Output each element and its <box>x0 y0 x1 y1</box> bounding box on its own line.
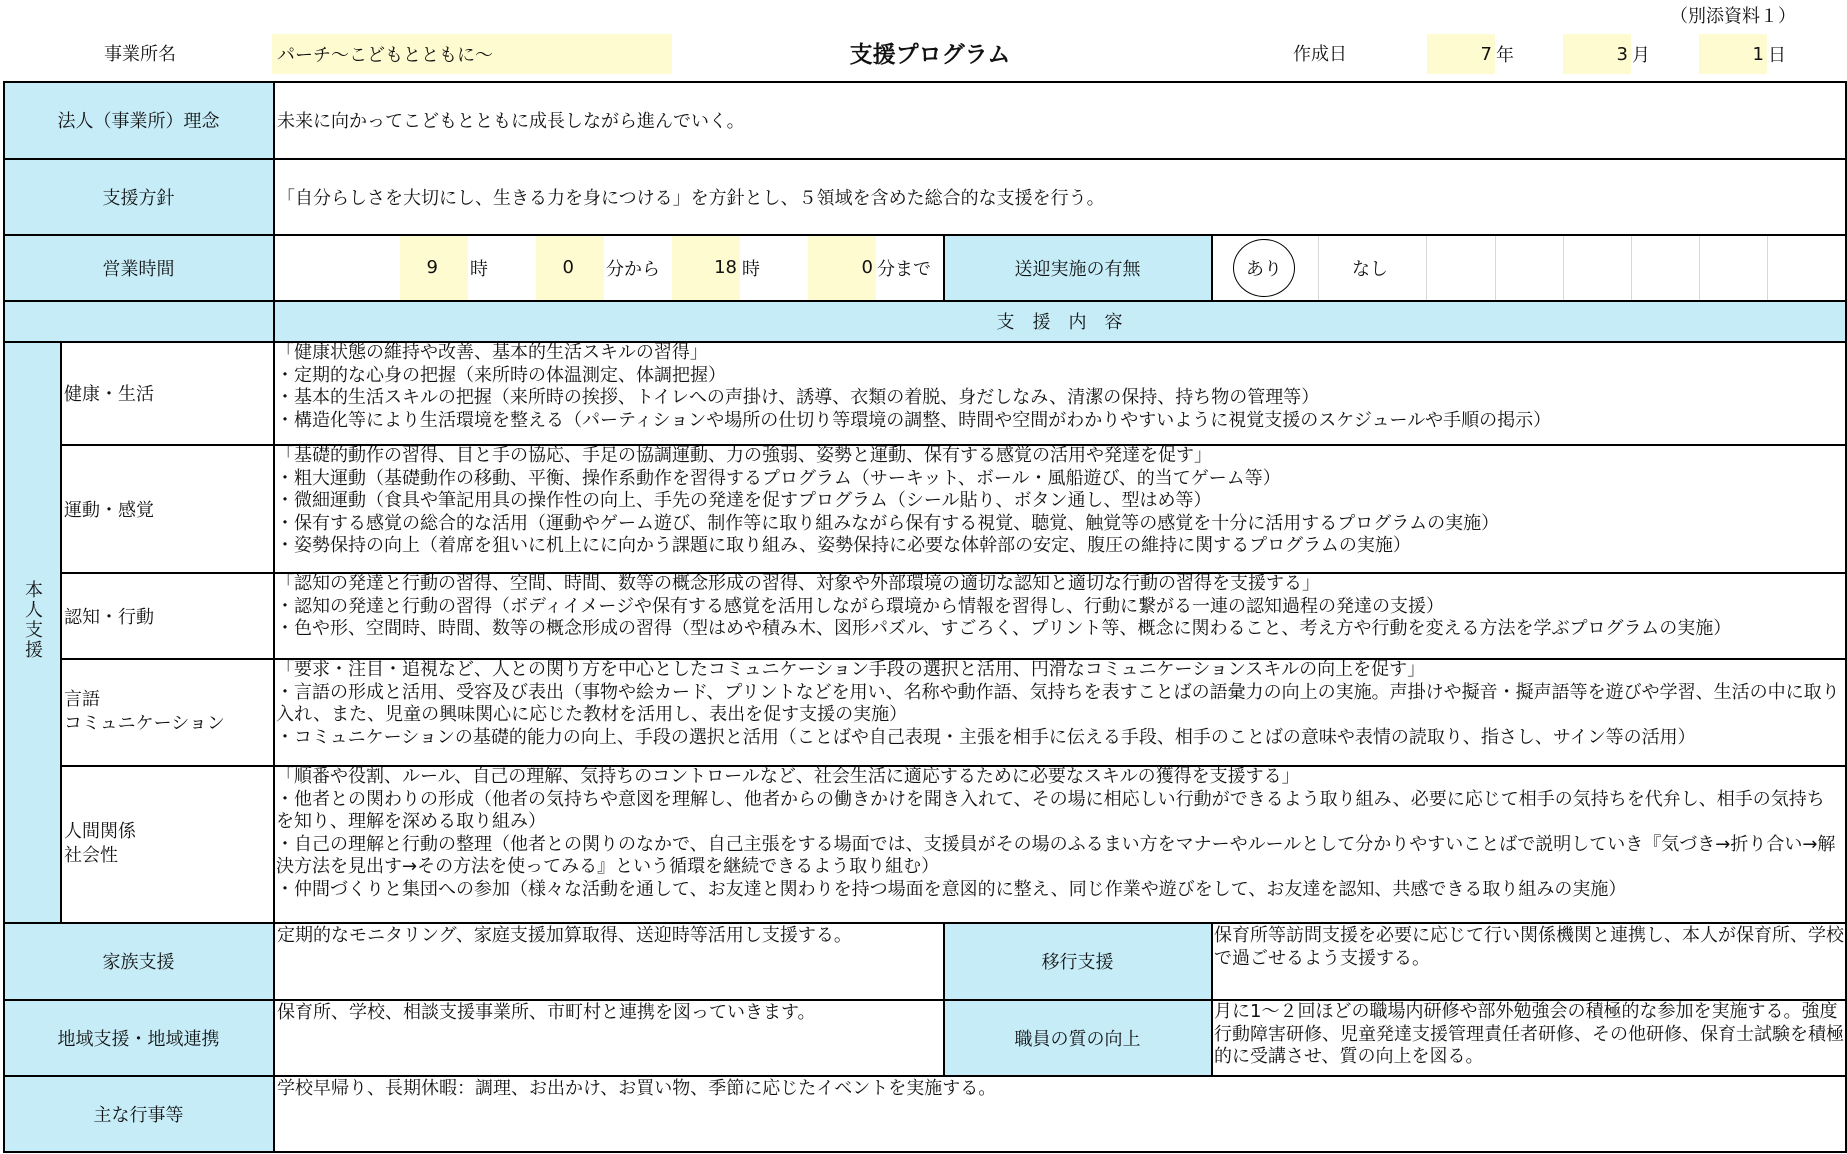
transport-label: 送迎実施の有無 <box>944 235 1211 300</box>
office-name[interactable] <box>272 34 672 74</box>
domain-social-text: 「順番や役割、ルール、自己の理解、気持ちのコントロールなど、社会生活に適応するために必要なスキルの獲得を支援する」 ・他者との関わりの形成（他者の気持ちや意図を理解し、他者からの働きかけを聞き入れて、その場に相応しい行動ができるよう取り組み、必要に応じて相手の気持ちを代弁し、相手の気持ちを知り、理解を深める取り組み） ・自己の理解と行動の整理（他者との関りのなかで、自己主張をする場面では、支援員がその場のふるまい方をマナーやルールとして分かりやすいことばで説明していき『気づき→折り合い→解決方法を見出す→その方法を使ってみる』という循環を継続できるよう取り組む） ・仲間づくりと集団への参加（様々な活動を通して、お友達と関わりを持つ場面を意図的に整え、同じ作業や遊びをして、お友達を認知、共感できる取り組みの実施） <box>276 766 1836 900</box>
domain-social-label: 人間関係 社会性 <box>64 821 136 866</box>
border-line <box>943 234 945 301</box>
year-input[interactable] <box>1427 34 1495 74</box>
domain-cognition-label: 認知・行動 <box>64 606 154 628</box>
domain-motor-text: 「基礎的動作の習得、目と手の協応、手足の協調運動、力の強弱、姿勢と運動、保有する感覚の活用や発達を促す」 ・粗大運動（基礎動作の移動、平衡、操作系動作を習得するプログラム（サーキット、ボール・風船遊び、的当てゲーム等） ・微細運動（食具や筆記用具の操作性の向上、手先の発達を促すプログラム（シール貼り、ボタン通し、型はめ等） ・保有する感覚の総合的な活用（運動やゲーム遊び、制作等に取り組みながら保有する視覚、聴覚、触覚等の感覚を十分に活用するプログラムの実施） ・姿勢保持の向上（着席を狙いに机上にに向かう課題に取り組み、姿勢保持に必要な体幹部の安定、腹圧の維持に関するプログラムの実施） <box>276 445 1500 556</box>
transport-no-option[interactable]: なし <box>1352 258 1388 280</box>
day-unit: 日 <box>1768 45 1786 66</box>
self-support-label-text: 本人支援 <box>22 580 43 660</box>
office-name-value: パーチ〜こどもとともに〜 <box>277 45 493 66</box>
border-line <box>3 158 1847 160</box>
border-line <box>1845 81 1847 1153</box>
gridline <box>1426 236 1427 300</box>
border-line <box>3 1151 1847 1153</box>
gridline <box>1699 236 1700 300</box>
support-content-header: 支 援 内 容 <box>274 301 1845 341</box>
support-content-header-bg-left <box>4 301 273 341</box>
end-min-value: 0 <box>861 257 873 278</box>
philosophy-label: 法人（事業所）理念 <box>4 82 273 158</box>
month-unit: 月 <box>1632 45 1650 66</box>
border-line <box>60 444 1847 446</box>
month-input[interactable] <box>1563 34 1631 74</box>
community-support-label: 地域支援・地域連携 <box>4 1000 273 1075</box>
gridline <box>1318 236 1319 300</box>
domain-language-text: 「要求・注目・追視など、人との関り方を中心としたコミュニケーション手段の選択と活用、円滑なコミュニケーションスキルの向上を促す」 ・言語の形成と活用、受容及び表出（事物や絵カード、プリントなどを用い、名称や動作語、気持ちを表すことばの語彙力の向上の実施。声掛けや擬音・擬声語等を遊びや学習、生活の中に取り入れ、また、児童の興味関心に応じた教材を活用し、表出を促す支援の実施） ・コミュニケーションの基礎的能力の向上、手段の選択と活用（ことばや自己表現・主張を相手に伝える手段、相手のことばの意味や表情の読取り、指さし、サイン等の活用） <box>276 659 1840 748</box>
end-hour-value: 18 <box>714 257 737 278</box>
domain-motor-label: 運動・感覚 <box>64 499 154 521</box>
start-hour-input[interactable] <box>400 235 468 300</box>
start-min-value: 0 <box>562 257 574 278</box>
transition-support-text: 保育所等訪問支援を必要に応じて行い関係機関と連携し、本人が保育所、学校で過ごせるよう支援する。 <box>1214 925 1844 969</box>
year-unit: 年 <box>1496 45 1514 66</box>
domain-health-text: 「健康状態の維持や改善、基本的生活スキルの習得」 ・定期的な心身の把握（来所時の体温測定、体調把握） ・基本的生活スキルの把握（来所時の挨拶、トイレへの声掛け、誘導、衣類の着脱、身だしなみ、清潔の保持、持ち物の管理等） ・構造化等により生活環境を整える（パーティションや場所の仕切り等環境の調整、時間や空間がわかりやすいように視覚支援のスケジュールや手順の掲示） <box>276 342 1552 431</box>
border-line <box>3 234 1847 236</box>
day-input[interactable] <box>1699 34 1767 74</box>
day-value: 1 <box>1752 43 1764 65</box>
domain-cognition-text: 「認知の発達と行動の習得、空間、時間、数等の概念形成の習得、対象や外部環境の適切な認知と適切な行動の習得を支援する」 ・認知の発達と行動の習得（ボディイメージや保有する感覚を活用しながら環境から情報を習得し、行動に繋がる一連の認知過程の発達の支援） ・色や形、空間時、時間、数等の概念形成の習得（型はめや積み木、図形パズル、すごろく、プリント等、概念に関わること、考え方や行動を変える方法を学ぶプログラムの実施） <box>276 573 1732 639</box>
events-label: 主な行事等 <box>4 1076 273 1152</box>
attachment-note: （別添資料１） <box>1670 6 1796 27</box>
month-value: 3 <box>1616 43 1628 65</box>
gridline <box>1563 236 1564 300</box>
hours-label: 営業時間 <box>4 235 273 300</box>
staff-quality-text: 月に1〜２回ほどの職場内研修や部外勉強会の積極的な参加を実施する。強度行動障害研修、児童発達支援管理責任者研修、その他研修、保育士試験を積極的に受講させ、質の向上を図る。 <box>1214 1001 1844 1067</box>
end-min-input[interactable] <box>808 235 876 300</box>
border-line <box>60 658 1847 660</box>
border-line <box>1211 922 1213 1076</box>
start-min-input[interactable] <box>536 235 604 300</box>
policy-label: 支援方針 <box>4 159 273 234</box>
border-line <box>3 341 1847 343</box>
gridline <box>1495 236 1496 300</box>
created-date-label: 作成日 <box>1293 44 1347 65</box>
staff-quality-label: 職員の質の向上 <box>944 1000 1211 1075</box>
gridline <box>1767 236 1768 300</box>
border-line <box>3 300 1847 302</box>
page-title: 支援プログラム <box>849 41 1011 68</box>
border-line <box>3 1075 1847 1077</box>
events-text: 学校早帰り、長期休暇：調理、お出かけ、お買い物、季節に応じたイベントを実施する。 <box>277 1078 997 1099</box>
border-line <box>60 572 1847 574</box>
transport-yes-option[interactable]: あり <box>1233 239 1295 297</box>
border-line <box>60 341 62 923</box>
start-hour-value: 9 <box>426 257 438 278</box>
border-line <box>3 922 1847 924</box>
border-line <box>3 999 1847 1001</box>
border-line <box>273 81 275 1153</box>
border-line <box>1211 234 1213 301</box>
domain-health-label: 健康・生活 <box>64 384 154 405</box>
border-line <box>60 765 1847 767</box>
philosophy-text: 未来に向かってこどもとともに成長しながら進んでいく。 <box>277 111 745 132</box>
policy-text: 「自分らしさを大切にし、生きる力を身につける」を方針とし、５領域を含めた総合的な支援を行う。 <box>277 187 1105 209</box>
office-label: 事業所名 <box>104 44 176 65</box>
from-label: 分から <box>606 258 660 280</box>
year-value: 7 <box>1480 43 1492 65</box>
domain-language-label: 言語 コミュニケーション <box>64 689 225 734</box>
end-hour-input[interactable] <box>672 235 740 300</box>
until-label: 分まで <box>877 258 931 280</box>
end-hour-unit: 時 <box>742 258 760 280</box>
border-line <box>943 922 945 1076</box>
border-line <box>3 81 1847 83</box>
transition-support-label: 移行支援 <box>944 923 1211 999</box>
community-support-text: 保育所、学校、相談支援事業所、市町村と連携を図っていきます。 <box>277 1002 816 1023</box>
family-support-label: 家族支援 <box>4 923 273 999</box>
border-line <box>3 81 5 1153</box>
start-hour-unit: 時 <box>470 258 488 280</box>
family-support-text: 定期的なモニタリング、家庭支援加算取得、送迎時等活用し支援する。 <box>277 925 852 946</box>
gridline <box>1631 236 1632 300</box>
